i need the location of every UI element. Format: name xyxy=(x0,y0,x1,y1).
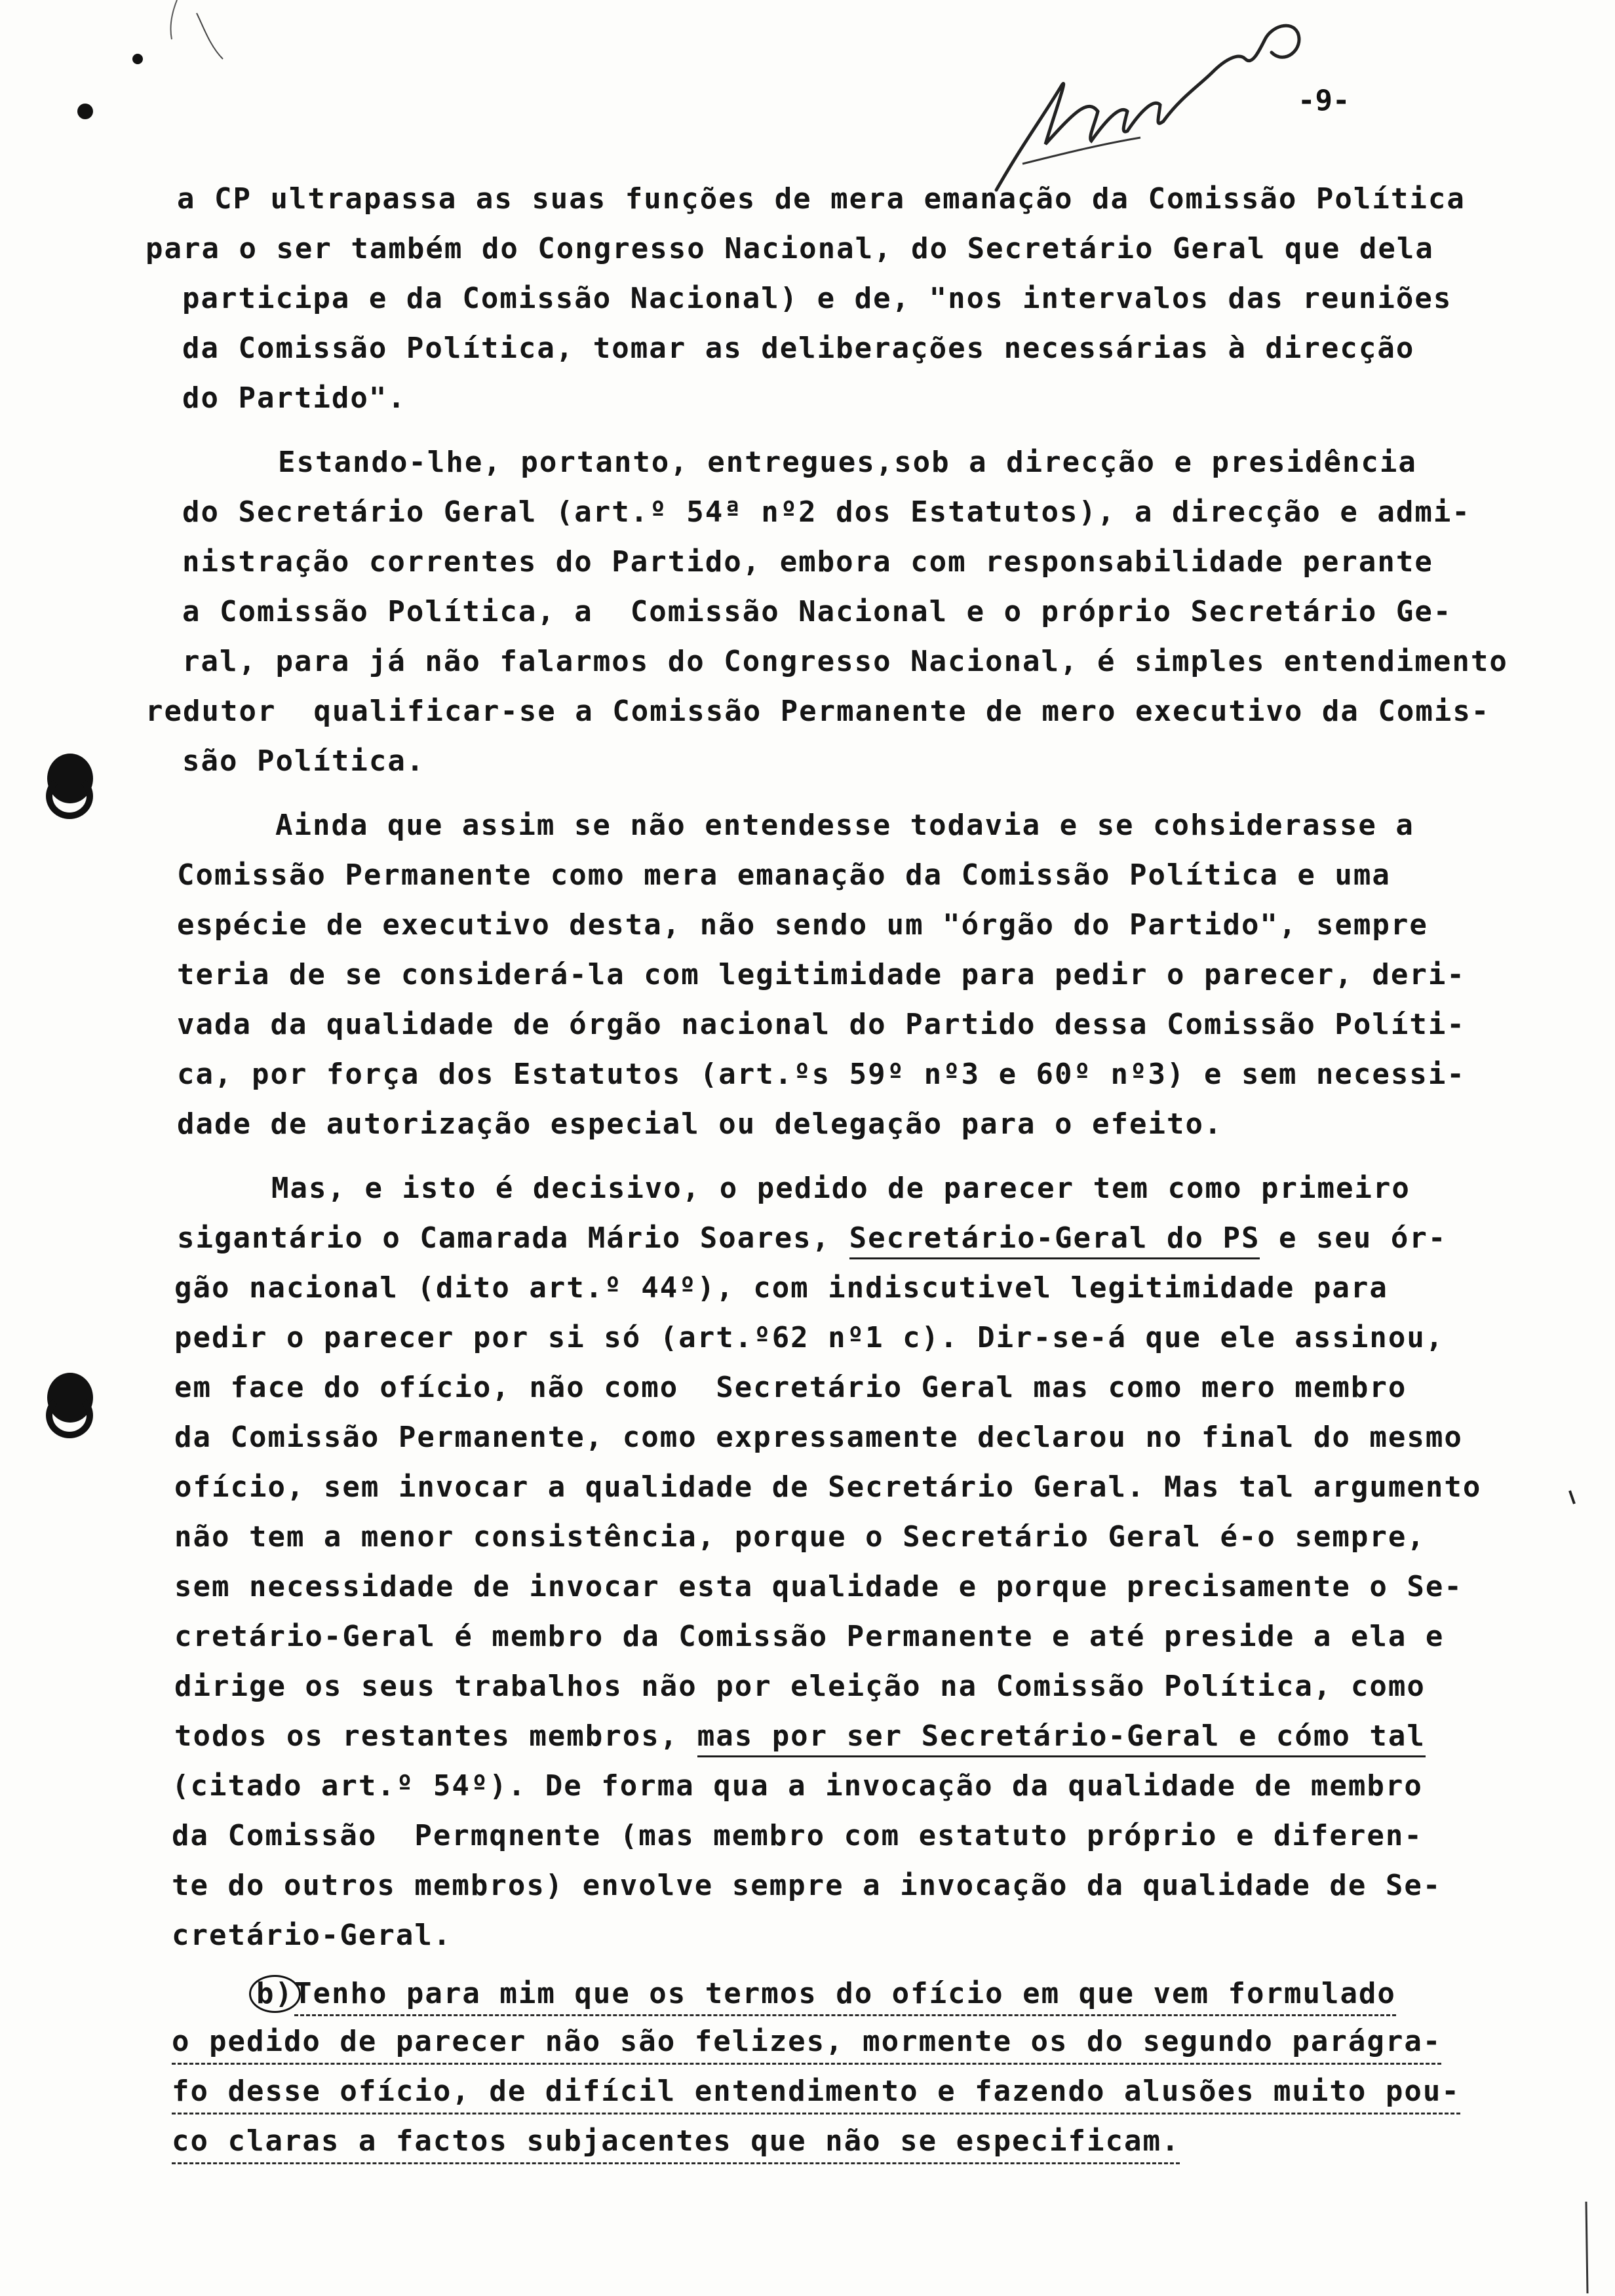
text-line: ca, por força dos Estatutos (art.ºs 59º nº3 e 60º nº3) e sem necessi- xyxy=(177,1058,1466,1091)
text-line: vada da qualidade de órgão nacional do Partido dessa Comissão Políti- xyxy=(177,1008,1466,1041)
text-line: gão nacional (dito art.º 44º), com indiscutivel legitimidade para xyxy=(174,1271,1388,1305)
punch-hole-bottom-ring xyxy=(46,1392,93,1438)
text-line: nistração correntes do Partido, embora com responsabilidade perante xyxy=(182,545,1433,579)
text-line: Comissão Permanente como mera emanação da Comissão Política e uma xyxy=(177,858,1391,892)
text-line: para o ser também do Congresso Nacional, do Secretário Geral que dela xyxy=(146,232,1434,265)
underlined-text: Tenho para mim que os termos do ofício em que vem formulado xyxy=(294,1977,1396,2016)
text-line: a Comissão Política, a Comissão Nacional e o próprio Secretário Ge- xyxy=(182,595,1452,628)
margin-mark xyxy=(1566,1487,1586,1514)
text-line: ral, para já não falarmos do Congresso Nacional, é simples entendimento xyxy=(182,645,1508,678)
underlined-text: mas por ser Secretário-Geral e cómo tal xyxy=(697,1719,1426,1757)
text-line: Estando-lhe, portanto, entregues,sob a direcção e presidência xyxy=(278,446,1417,479)
underlined-text-line: o pedido de parecer não são felizes, mormente os do segundo parágra- xyxy=(172,2025,1441,2065)
text-line: do Secretário Geral (art.º 54ª nº2 dos Estatutos), a direcção e admi- xyxy=(182,495,1471,529)
scan-specks xyxy=(0,0,262,157)
text-segment: sigantário o Camarada Mário Soares, xyxy=(177,1221,849,1255)
text-line xyxy=(174,1719,1426,1753)
text-line: redutor qualificar-se a Comissão Permanente de mero executivo da Comis- xyxy=(146,695,1490,728)
text-line: da Comissão Permqnente (mas membro com estatuto próprio e diferen- xyxy=(172,1819,1423,1852)
text-line: da Comissão Política, tomar as deliberações necessárias à direcção xyxy=(182,332,1415,365)
margin-line xyxy=(1580,2202,1593,2293)
punch-hole-top-ring xyxy=(46,773,93,819)
text-line: dirige os seus trabalhos não por eleição na Comissão Política, como xyxy=(174,1670,1426,1703)
text-line xyxy=(177,1221,1447,1255)
text-line: Ainda que assim se não entendesse todavia e se cohsiderasse a xyxy=(275,809,1414,842)
text-line: não tem a menor consistência, porque o Secretário Geral é-o sempre, xyxy=(174,1520,1426,1554)
text-line: sem necessidade de invocar esta qualidade e porque precisamente o Se- xyxy=(174,1570,1463,1603)
text-line: teria de se considerá-la com legitimidade para pedir o parecer, deri- xyxy=(177,958,1466,991)
text-line: pedir o parecer por si só (art.º62 nº1 c). Dir-se-á que ele assinou, xyxy=(174,1321,1445,1354)
text-line: são Política. xyxy=(182,744,425,778)
text-line: Mas, e isto é decisivo, o pedido de parecer tem como primeiro xyxy=(271,1172,1411,1205)
page-number: -9- xyxy=(1298,84,1350,117)
text-segment: todos os restantes membros, xyxy=(174,1719,697,1753)
text-line: cretário-Geral é membro da Comissão Permanente e até preside a ela e xyxy=(174,1620,1445,1653)
underlined-text-line: co claras a factos subjacentes que não se especificam. xyxy=(172,2124,1180,2164)
text-line: te do outros membros) envolve sempre a invocação da qualidade de Se- xyxy=(172,1869,1442,1902)
underlined-text: Secretário-Geral do PS xyxy=(849,1221,1260,1259)
text-line: cretário-Geral. xyxy=(172,1919,452,1952)
text-line: do Partido". xyxy=(182,381,406,415)
text-line: dade de autorização especial ou delegação para o efeito. xyxy=(177,1107,1223,1141)
text-segment: e seu ór- xyxy=(1260,1221,1447,1255)
text-line: ofício, sem invocar a qualidade de Secretário Geral. Mas tal argumento xyxy=(174,1470,1482,1504)
handwritten-signature xyxy=(983,13,1350,203)
underlined-text-line: fo desse ofício, de difícil entendimento e fazendo alusões muito pou- xyxy=(172,2075,1460,2114)
text-line: a CP ultrapassa as suas funções de mera emanação da Comissão Política xyxy=(177,182,1466,216)
text-line: participa e da Comissão Nacional) e de, "nos intervalos das reuniões xyxy=(182,282,1452,315)
text-line: da Comissão Permanente, como expressamente declarou no final do mesmo xyxy=(174,1421,1463,1454)
item-marker-circled: b) xyxy=(249,1975,301,2013)
text-line: espécie de executivo desta, não sendo um "órgão do Partido", sempre xyxy=(177,908,1428,942)
text-line xyxy=(249,1975,1396,2013)
text-line: em face do ofício, não como Secretário Geral mas como mero membro xyxy=(174,1371,1407,1404)
text-line: (citado art.º 54º). De forma qua a invocação da qualidade de membro xyxy=(172,1769,1423,1803)
